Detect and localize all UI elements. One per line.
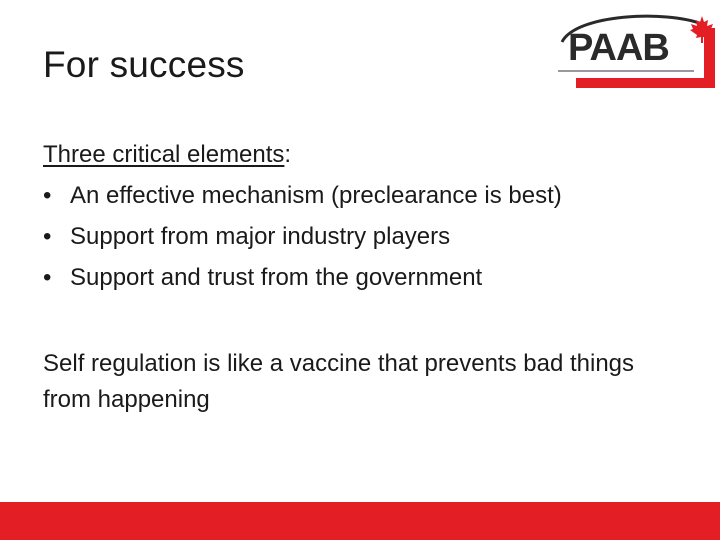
list-item: [43, 175, 683, 216]
elements-heading-colon: :: [284, 141, 292, 168]
bullet-icon: •: [43, 182, 52, 209]
list-item: [43, 216, 683, 257]
footer-bar: [0, 502, 720, 540]
paab-logo-graphic: [556, 8, 716, 90]
bullet-icon: •: [43, 223, 52, 250]
elements-heading: [43, 134, 683, 175]
closing-statement: Self regulation is like a vaccine that prevents bad things from happening: [43, 350, 635, 413]
logo-frame-bottom: [576, 78, 715, 88]
paab-logo: [556, 8, 716, 90]
elements-list: [43, 175, 683, 298]
body-content: [43, 134, 683, 298]
list-item: [43, 257, 683, 298]
bullet-icon: •: [43, 264, 52, 291]
list-item-text: Support from major industry players: [70, 223, 451, 250]
slide-title: For success: [43, 44, 245, 85]
list-item-text: Support and trust from the government: [70, 264, 483, 291]
logo-text: PAAB: [568, 27, 669, 69]
list-item-text: An effective mechanism (preclearance is best): [70, 182, 562, 209]
elements-heading-text: Three critical elements: [43, 141, 285, 168]
logo-underline: [558, 70, 694, 72]
